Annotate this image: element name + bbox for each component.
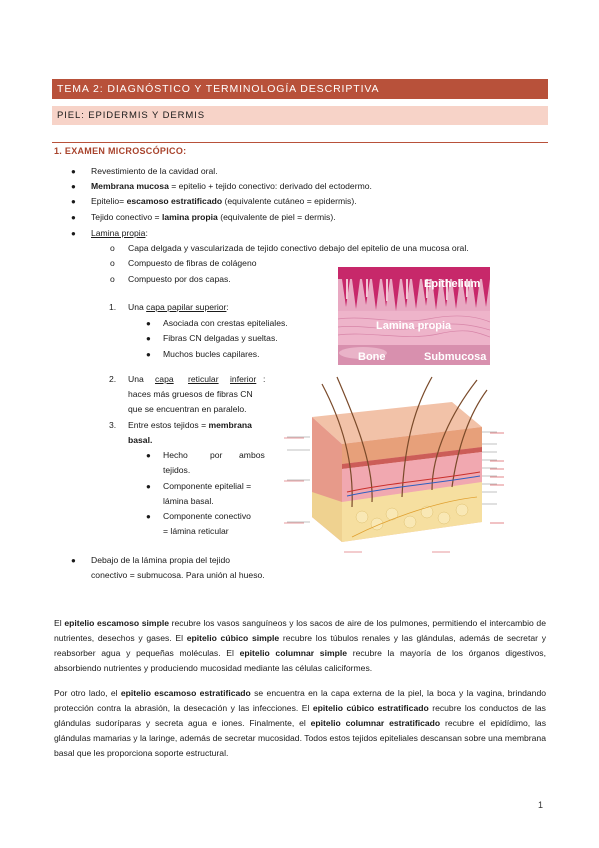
- paragraph-simple-epithelia: [54, 616, 546, 676]
- sub-bullet-text: = lámina reticular: [163, 526, 229, 536]
- bullet-icon: ●: [146, 451, 151, 460]
- bullet-icon: ●: [71, 182, 76, 191]
- numbered-item-text: [128, 435, 152, 446]
- bullet-text: [91, 228, 148, 239]
- sub-bullet-word: ambos: [239, 450, 265, 460]
- mucosa-micrograph: [338, 267, 490, 365]
- bone-label: Bone: [358, 351, 386, 363]
- chapter-title-bar: TEMA 2: DIAGNÓSTICO Y TERMINOLOGÍA DESCRIPTIVA: [52, 79, 548, 99]
- numbered-item-text: [128, 420, 252, 431]
- section-rule: [52, 142, 548, 143]
- numbered-item-text: [128, 302, 229, 313]
- bold-term: basal.: [128, 435, 153, 445]
- text-run: = epitelio + tejido conectivo: derivado del ectodermo.: [168, 181, 372, 191]
- bold-term: epitelio escamoso estratificado: [120, 688, 251, 698]
- text-run: Por otro lado, el: [54, 688, 121, 698]
- bullet-text: [91, 181, 372, 192]
- circle-bullet-icon: o: [110, 258, 115, 268]
- bullet-icon: ●: [71, 229, 76, 238]
- bullet-icon: ●: [71, 167, 76, 176]
- bold-term: epitelio cúbico estratificado: [312, 703, 429, 714]
- text-run: recubre la mayoría de los órganos digestivos, absorbiendo nutrientes y produciendo mucosidad mediante las células caliciformes.: [54, 648, 546, 674]
- text-run: recubre los túbulos renales y las glándulas, además de secretar y reabsorber agua y pequeñas moléculas. El: [54, 633, 546, 659]
- sub-bullet-text: tejidos.: [163, 465, 191, 475]
- numbered-item-text: haces más gruesos de fibras CN: [128, 389, 253, 399]
- skin-diagram-illustration: [282, 372, 512, 557]
- bullet-text: [91, 212, 336, 223]
- text-run: El: [54, 618, 65, 628]
- circle-bullet-icon: o: [110, 274, 115, 284]
- text-run: Epitelio=: [91, 196, 127, 206]
- section-heading: 1. EXAMEN MICROSCÓPICO:: [54, 146, 187, 156]
- text-run: Una: [128, 302, 147, 312]
- sub-bullet-text: Componente epitelial =: [163, 481, 252, 491]
- sub-bullet-text: Compuesto por dos capas.: [128, 274, 231, 284]
- skin-layers-diagram: [282, 372, 512, 557]
- bold-term: epitelio escamoso simple: [64, 618, 169, 628]
- numbered-item-text: que se encuentran en paralelo.: [128, 404, 247, 414]
- bold-term: epitelio columnar estratificado: [310, 718, 441, 729]
- list-number: 1.: [109, 302, 117, 312]
- bullet-text: conectivo = submucosa. Para unión al hueso.: [91, 570, 265, 580]
- lamina-propia-label: Lamina propia: [376, 320, 452, 332]
- text-run: (equivalente cutáneo = epidermis).: [222, 196, 357, 206]
- bullet-icon: ●: [71, 213, 76, 222]
- sub-bullet-text: Compuesto de fibras de colágeno: [128, 258, 257, 268]
- text-run: Entre estos tejidos =: [128, 420, 209, 430]
- bullet-text: [91, 196, 357, 207]
- bullet-icon: ●: [146, 334, 151, 343]
- paragraph-stratified-epithelia: [54, 686, 546, 761]
- numbered-item-word: Una: [128, 374, 144, 384]
- sub-bullet-text: Asociada con crestas epiteliales.: [163, 318, 288, 328]
- bold-term: Membrana mucosa: [91, 181, 169, 191]
- sub-bullet-text: lámina basal.: [163, 496, 214, 506]
- text-run: :: [263, 374, 266, 384]
- underlined-word: inferior: [230, 374, 257, 384]
- text-run: recubre los vasos sanguíneos y los sacos de aire de los pulmones, permitiendo el intercambio de nutrientes, desechos y gases. El: [54, 618, 546, 644]
- sub-bullet-text: Componente conectivo: [163, 511, 251, 521]
- text-run: recubre el epidídimo, las glándulas mamarias y la laringe, además de secretar mucosidad. Todos estos tejidos epiteliales descansan sobre una membrana basal que les proporciona soporte estructural.: [54, 718, 547, 759]
- bold-term: escamoso estratificado: [126, 196, 223, 206]
- bullet-text: Debajo de la lámina propia del tejido: [91, 555, 231, 565]
- submucosa-label: Submucosa: [424, 351, 487, 363]
- epithelium-label: Epithelium: [424, 278, 481, 290]
- sub-bullet-word: por: [210, 450, 223, 460]
- page-number: 1: [538, 800, 544, 810]
- text-run: se encuentra en la capa externa de la piel, la boca y la vagina, brindando protección contra la abrasión, la desecación y las infecciones. El: [54, 688, 546, 714]
- text-run: :: [226, 302, 229, 312]
- micrograph-illustration: [338, 267, 490, 365]
- sub-bullet-text: Fibras CN delgadas y sueltas.: [163, 333, 278, 343]
- sub-bullet-word: Hecho: [163, 450, 188, 460]
- bold-term: epitelio columnar simple: [239, 648, 348, 659]
- bullet-text: Revestimiento de la cavidad oral.: [91, 166, 218, 176]
- sub-bullet-text: Capa delgada y vascularizada de tejido conectivo debajo del epitelio de una mucosa oral.: [128, 243, 469, 253]
- bullet-icon: ●: [71, 556, 76, 565]
- bold-term: membrana: [208, 420, 252, 430]
- list-number: 3.: [109, 420, 117, 430]
- bullet-icon: ●: [146, 350, 151, 359]
- bullet-icon: ●: [146, 482, 151, 491]
- bullet-icon: ●: [71, 197, 76, 206]
- bullet-icon: ●: [146, 319, 151, 328]
- underlined-word: reticular: [188, 374, 219, 384]
- bullet-icon: ●: [146, 512, 151, 521]
- text-run: recubre los conductos de las glándulas sudoríparas y secreta agua e iones. Finalmente, el: [54, 703, 546, 729]
- bold-term: epitelio cúbico simple: [186, 633, 280, 644]
- text-run: :: [145, 228, 148, 238]
- sub-bullet-text: Muchos bucles capilares.: [163, 349, 260, 359]
- circle-bullet-icon: o: [110, 243, 115, 253]
- text-run: Tejido conectivo =: [91, 212, 162, 222]
- section-title-bar: PIEL: EPIDERMIS Y DERMIS: [52, 106, 548, 125]
- list-number: 2.: [109, 374, 117, 384]
- bold-term: lamina propia: [161, 212, 218, 222]
- underlined-word: capa: [155, 374, 174, 384]
- underlined-term: capa papilar superior: [146, 302, 227, 312]
- underlined-term: Lamina propia: [91, 228, 146, 238]
- text-run: (equivalente de piel = dermis).: [217, 212, 336, 222]
